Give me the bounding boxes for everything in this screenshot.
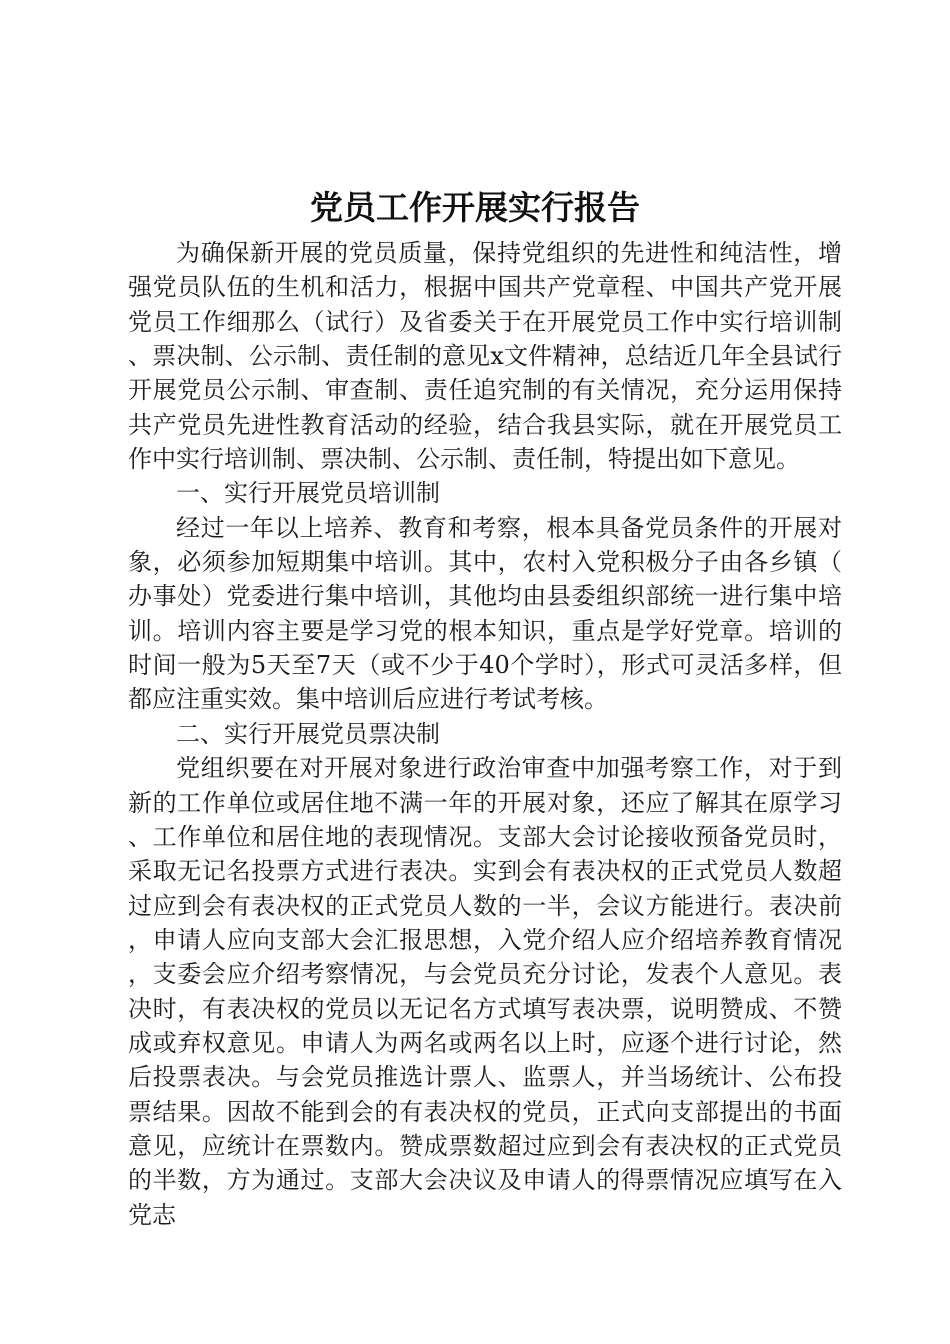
section-body-training: 经过一年以上培养、教育和考察，根本具备党员条件的开展对象，必须参加短期集中培训。其中，农村入党积极分子由各乡镇（办事处）党委进行集中培训，其他均由县委组织部统一进行集中培训。培训内容主要是学习党的根本知识，重点是学好党章。培训的时间一般为5天至7天（或不少于40个学时），形式可灵活多样，但都应注重实效。集中培训后应进行考试考核。 xyxy=(128,513,842,714)
intro-paragraph: 为确保新开展的党员质量，保持党组织的先进性和纯洁性，增强党员队伍的生机和活力，根据中国共产党章程、中国共产党开展党员工作细那么（试行）及省委关于在开展党员工作中实行培训制、票决制、公示制、责任制的意见x文件精神，总结近几年全县试行开展党员公示制、审查制、责任追究制的有关情况，充分运用保持共产党员先进性教育活动的经验，结合我县实际，就在开展党员工作中实行培训制、票决制、公示制、责任制，特提出如下意见。 xyxy=(128,239,842,474)
document-body xyxy=(128,236,842,1232)
section-heading-training: 一、实行开展党员培训制 xyxy=(176,479,440,508)
document-title: 党员工作开展实行报告 xyxy=(310,188,640,227)
section-body-voting: 党组织要在对开展对象进行政治审查中加强考察工作，对于到新的工作单位或居住地不满一年的开展对象，还应了解其在原学习、工作单位和居住地的表现情况。支部大会讨论接收预备党员时，采取无记名投票方式进行表决。实到会有表决权的正式党员人数超过应到会有表决权的正式党员人数的一半，会议方能进行。表决前，申请人应向支部大会汇报思想，入党介绍人应介绍培养教育情况，支委会应介绍考察情况，与会党员充分讨论，发表个人意见。表决时，有表决权的党员以无记名方式填写表决票，说明赞成、不赞成或弃权意见。申请人为两名或两名以上时，应逐个进行讨论，然后投票表决。与会党员推选计票人、监票人，并当场统计、公布投票结果。因故不能到会的有表决权的党员，正式向支部提出的书面意见，应统计在票数内。赞成票数超过应到会有表决权的正式党员的半数，方为通过。支部大会决议及申请人的得票情况应填写在入党志 xyxy=(128,754,842,1229)
section-heading-voting: 二、实行开展党员票决制 xyxy=(176,719,440,748)
